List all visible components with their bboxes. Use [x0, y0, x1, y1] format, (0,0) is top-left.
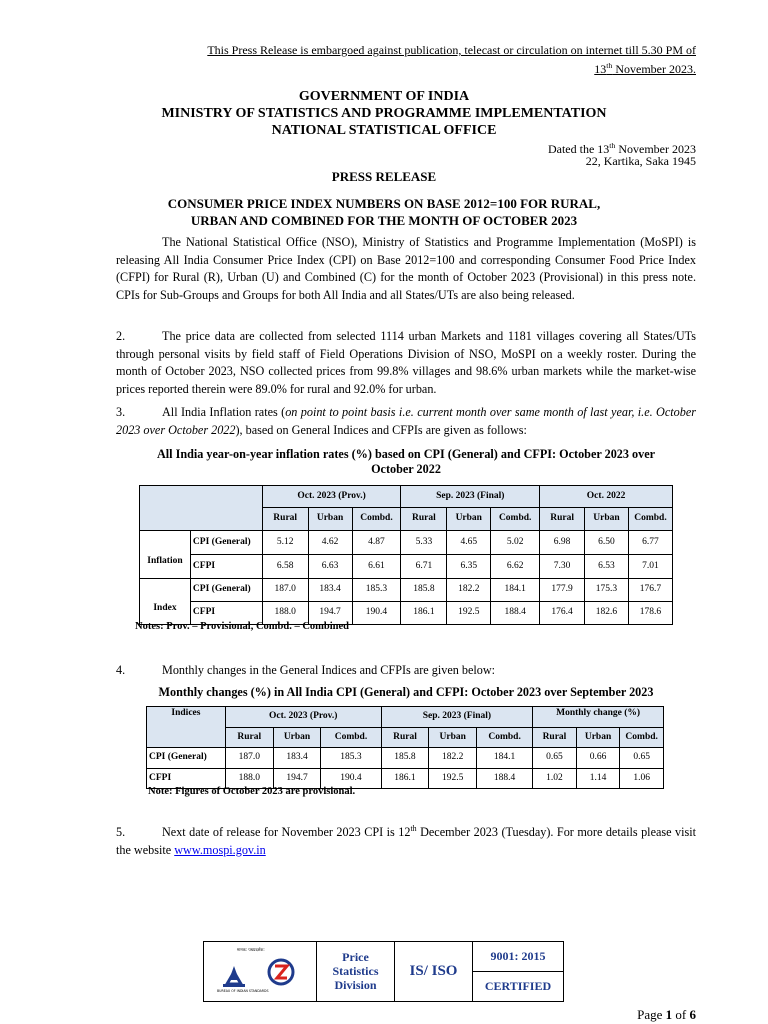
bis-logo-top-text: मानक: पथप्रदर्शक:: [237, 947, 265, 952]
saka-date: 22, Kartika, Saka 1945: [585, 154, 696, 168]
table-cell: 4.65: [447, 531, 491, 555]
table-cell: 188.4: [477, 769, 533, 789]
table-cell: 185.3: [321, 748, 381, 769]
table-cell: 6.77: [628, 531, 672, 555]
table-1-corner: [140, 486, 263, 531]
table-2-group-sep-2023: Sep. 2023 (Final): [381, 707, 533, 728]
table-1-group-oct-2022: Oct. 2022: [540, 486, 673, 508]
table-cell: 182.2: [429, 748, 477, 769]
page-of: of: [672, 1007, 690, 1022]
paragraph-1-text: The National Statistical Office (NSO), Ministry of Statistics and Programme Implementation (MoSPI) is releasing All India Consumer Price Index (CPI) on Base 2012=100 and corresponding Consumer Food Price Index (CFPI) for Rural (R), Urban (U) and Combined (C) for the month of October 2023 (Provisional) in this press note. CPIs for Sub-Groups and Groups for both All India and all States/UTs are also being released.: [116, 235, 696, 302]
certification-logos: [204, 942, 317, 1002]
table-2-caption: Monthly changes (%) in All India CPI (General) and CFPI: October 2023 over September 2023: [158, 685, 654, 699]
monthly-change-table: [146, 706, 664, 789]
table-1-caption: [116, 447, 696, 477]
paragraph-3-text-a: All India Inflation rates (: [162, 405, 286, 419]
column-header: Rural: [401, 508, 447, 531]
table-cell: 6.62: [491, 555, 540, 579]
table-cell: 6.53: [585, 555, 629, 579]
title-line-2: URBAN AND COMBINED FOR THE MONTH OF OCTOBER 2023: [190, 213, 578, 228]
office-heading: NATIONAL STATISTICAL OFFICE: [271, 123, 497, 138]
table-1-group-sep-2023: Sep. 2023 (Final): [401, 486, 540, 508]
column-header: Combd.: [628, 508, 672, 531]
table-cell: 175.3: [585, 579, 629, 602]
table-cell: 0.65: [620, 748, 664, 769]
table-row: [140, 555, 673, 579]
bis-logo-icon: [207, 944, 313, 994]
page-prefix: Page: [637, 1007, 666, 1022]
table-cell: 183.4: [308, 579, 352, 602]
table-cell: 186.1: [401, 602, 447, 625]
paragraph-4-number: 4.: [116, 663, 126, 677]
inflation-table: [139, 485, 673, 625]
column-header: Urban: [429, 728, 477, 748]
paragraph-3-text-b: ), based on General Indices and CFPIs are given as follows:: [235, 422, 527, 437]
row-label: CPI (General): [147, 748, 226, 769]
table-cell: 184.1: [491, 579, 540, 602]
table-cell: 194.7: [308, 602, 352, 625]
column-header: Combd.: [620, 728, 664, 748]
section-label-index: Index: [140, 579, 191, 625]
division-line-2: Statistics: [332, 964, 379, 979]
column-header: Urban: [447, 508, 491, 531]
table-cell: 178.6: [628, 602, 672, 625]
table-cell: 184.1: [477, 748, 533, 769]
table-cell: 185.8: [381, 748, 429, 769]
table-2-notes: Note: Figures of October 2023 are provisional.: [148, 786, 356, 797]
table-2-group-monthly-change: Monthly change (%): [533, 707, 664, 728]
paragraph-4: [116, 662, 696, 680]
row-label: CPI (General): [190, 531, 262, 555]
column-header: Rural: [225, 728, 273, 748]
table-1-group-oct-2023: Oct. 2023 (Prov.): [262, 486, 401, 508]
table-cell: 6.61: [352, 555, 401, 579]
embargo-notice: [110, 42, 696, 77]
section-label-inflation: Inflation: [140, 531, 191, 579]
table-cell: 0.66: [576, 748, 620, 769]
table-cell: 190.4: [321, 769, 381, 789]
iso-number-cell: 9001: 2015: [473, 942, 564, 972]
paragraph-2-text: The price data are collected from selected 1114 urban Markets and 1181 villages covering all States/UTs through personal visits by field staff of Field Operations Division of NSO, MoSPI on a weekly roster. During the month of October 2023, NSO collected prices from 99.8% villages and 98.6% urban markets while the market-wise prices reported therein were 89.0% for rural and 92.0% for urban.: [116, 329, 696, 396]
certified-cell: CERTIFIED: [473, 971, 564, 1001]
table-cell: 194.7: [273, 769, 321, 789]
government-heading: GOVERNMENT OF INDIA: [298, 89, 470, 104]
paragraph-2-number: 2.: [116, 329, 126, 343]
table-cell: 187.0: [262, 579, 308, 602]
table-cell: 6.58: [262, 555, 308, 579]
paragraph-5: [116, 820, 696, 859]
column-header: Urban: [585, 508, 629, 531]
column-header: Rural: [381, 728, 429, 748]
table-cell: 7.01: [628, 555, 672, 579]
table-1-caption-line-1: All India year-on-year inflation rates (%) based on CPI (General) and CFPI: October 2023 over: [156, 447, 656, 461]
column-header: Combd.: [352, 508, 401, 531]
certification-box: [203, 941, 564, 998]
column-header: Urban: [273, 728, 321, 748]
dated-line: Dated the 13th November 2023: [547, 141, 696, 156]
embargo-line-2: 13th November 2023.: [594, 61, 696, 76]
paragraph-3-number: 3.: [116, 405, 126, 419]
table-cell: 6.71: [401, 555, 447, 579]
table-cell: 7.30: [540, 555, 585, 579]
division-line-1: Price: [342, 950, 369, 965]
table-cell: 176.4: [540, 602, 585, 625]
row-label: CPI (General): [190, 579, 262, 602]
page-total: 6: [689, 1007, 696, 1022]
table-cell: 188.4: [491, 602, 540, 625]
table-cell: 192.5: [447, 602, 491, 625]
paragraph-5-number: 5.: [116, 825, 126, 840]
table-cell: 183.4: [273, 748, 321, 769]
column-header: Rural: [262, 508, 308, 531]
paragraph-5-text: Next date of release for November 2023 CPI is 12th December 2023 (Tuesday). For more details please visit the website: [116, 824, 697, 857]
column-header: Rural: [533, 728, 577, 748]
table-row: [140, 531, 673, 555]
table-cell: 5.02: [491, 531, 540, 555]
paragraph-3: [116, 404, 696, 439]
mospi-website-link[interactable]: www.mospi.gov.in: [174, 842, 266, 857]
column-header: Urban: [308, 508, 352, 531]
row-label: CFPI: [190, 602, 262, 625]
table-cell: 192.5: [429, 769, 477, 789]
bis-logo-bottom-text: BUREAU OF INDIAN STANDARDS: [217, 989, 269, 993]
column-header: Rural: [540, 508, 585, 531]
table-cell: 1.02: [533, 769, 577, 789]
paragraph-1: [116, 234, 696, 304]
table-cell: 188.0: [262, 602, 308, 625]
table-cell: 185.8: [401, 579, 447, 602]
division-line-3: Division: [334, 978, 377, 993]
table-cell: 5.12: [262, 531, 308, 555]
division-cell: [317, 942, 395, 1002]
table-cell: 6.35: [447, 555, 491, 579]
table-cell: 1.06: [620, 769, 664, 789]
embargo-line-1: This Press Release is embargoed against publication, telecast or circulation on internet till 5.30 PM of: [207, 43, 696, 57]
paragraph-4-text: Monthly changes in the General Indices and CFPIs are given below:: [162, 663, 496, 677]
row-label: CFPI: [147, 769, 226, 789]
paragraph-3-italic: on point to point basis i.e. current month over same month of last year, i.e. October 2023 over October 2022: [116, 405, 696, 437]
table-1-caption-line-2: October 2022: [371, 462, 441, 476]
table-2-corner: Indices: [147, 707, 226, 748]
press-release-heading: PRESS RELEASE: [331, 169, 437, 184]
column-header: Combd.: [321, 728, 381, 748]
table-cell: 185.3: [352, 579, 401, 602]
column-header: Combd.: [491, 508, 540, 531]
table-cell: 188.0: [225, 769, 273, 789]
table-cell: 1.14: [576, 769, 620, 789]
title-line-1: CONSUMER PRICE INDEX NUMBERS ON BASE 2012=100 FOR RURAL,: [167, 196, 601, 211]
table-cell: 4.87: [352, 531, 401, 555]
table-row: [140, 579, 673, 602]
column-header: Urban: [576, 728, 620, 748]
table-cell: 190.4: [352, 602, 401, 625]
table-cell: 6.50: [585, 531, 629, 555]
table-cell: 186.1: [381, 769, 429, 789]
is-iso-cell: IS/ ISO: [395, 942, 473, 1002]
table-cell: 5.33: [401, 531, 447, 555]
table-cell: 0.65: [533, 748, 577, 769]
table-cell: 4.62: [308, 531, 352, 555]
table-2-group-oct-2023: Oct. 2023 (Prov.): [225, 707, 381, 728]
ministry-heading: MINISTRY OF STATISTICS AND PROGRAMME IMPLEMENTATION: [161, 106, 607, 121]
table-row: [147, 748, 664, 769]
page-current: 1: [665, 1007, 673, 1022]
table-cell: 177.9: [540, 579, 585, 602]
table-cell: 182.2: [447, 579, 491, 602]
page-number: [637, 1006, 696, 1024]
table-cell: 6.63: [308, 555, 352, 579]
row-label: CFPI: [190, 555, 262, 579]
table-cell: 176.7: [628, 579, 672, 602]
column-header: Combd.: [477, 728, 533, 748]
paragraph-2: [116, 328, 696, 398]
table-1-notes: Notes: Prov. – Provisional, Combd. – Combined: [135, 621, 349, 632]
table-cell: 6.98: [540, 531, 585, 555]
table-cell: 187.0: [225, 748, 273, 769]
table-cell: 182.6: [585, 602, 629, 625]
